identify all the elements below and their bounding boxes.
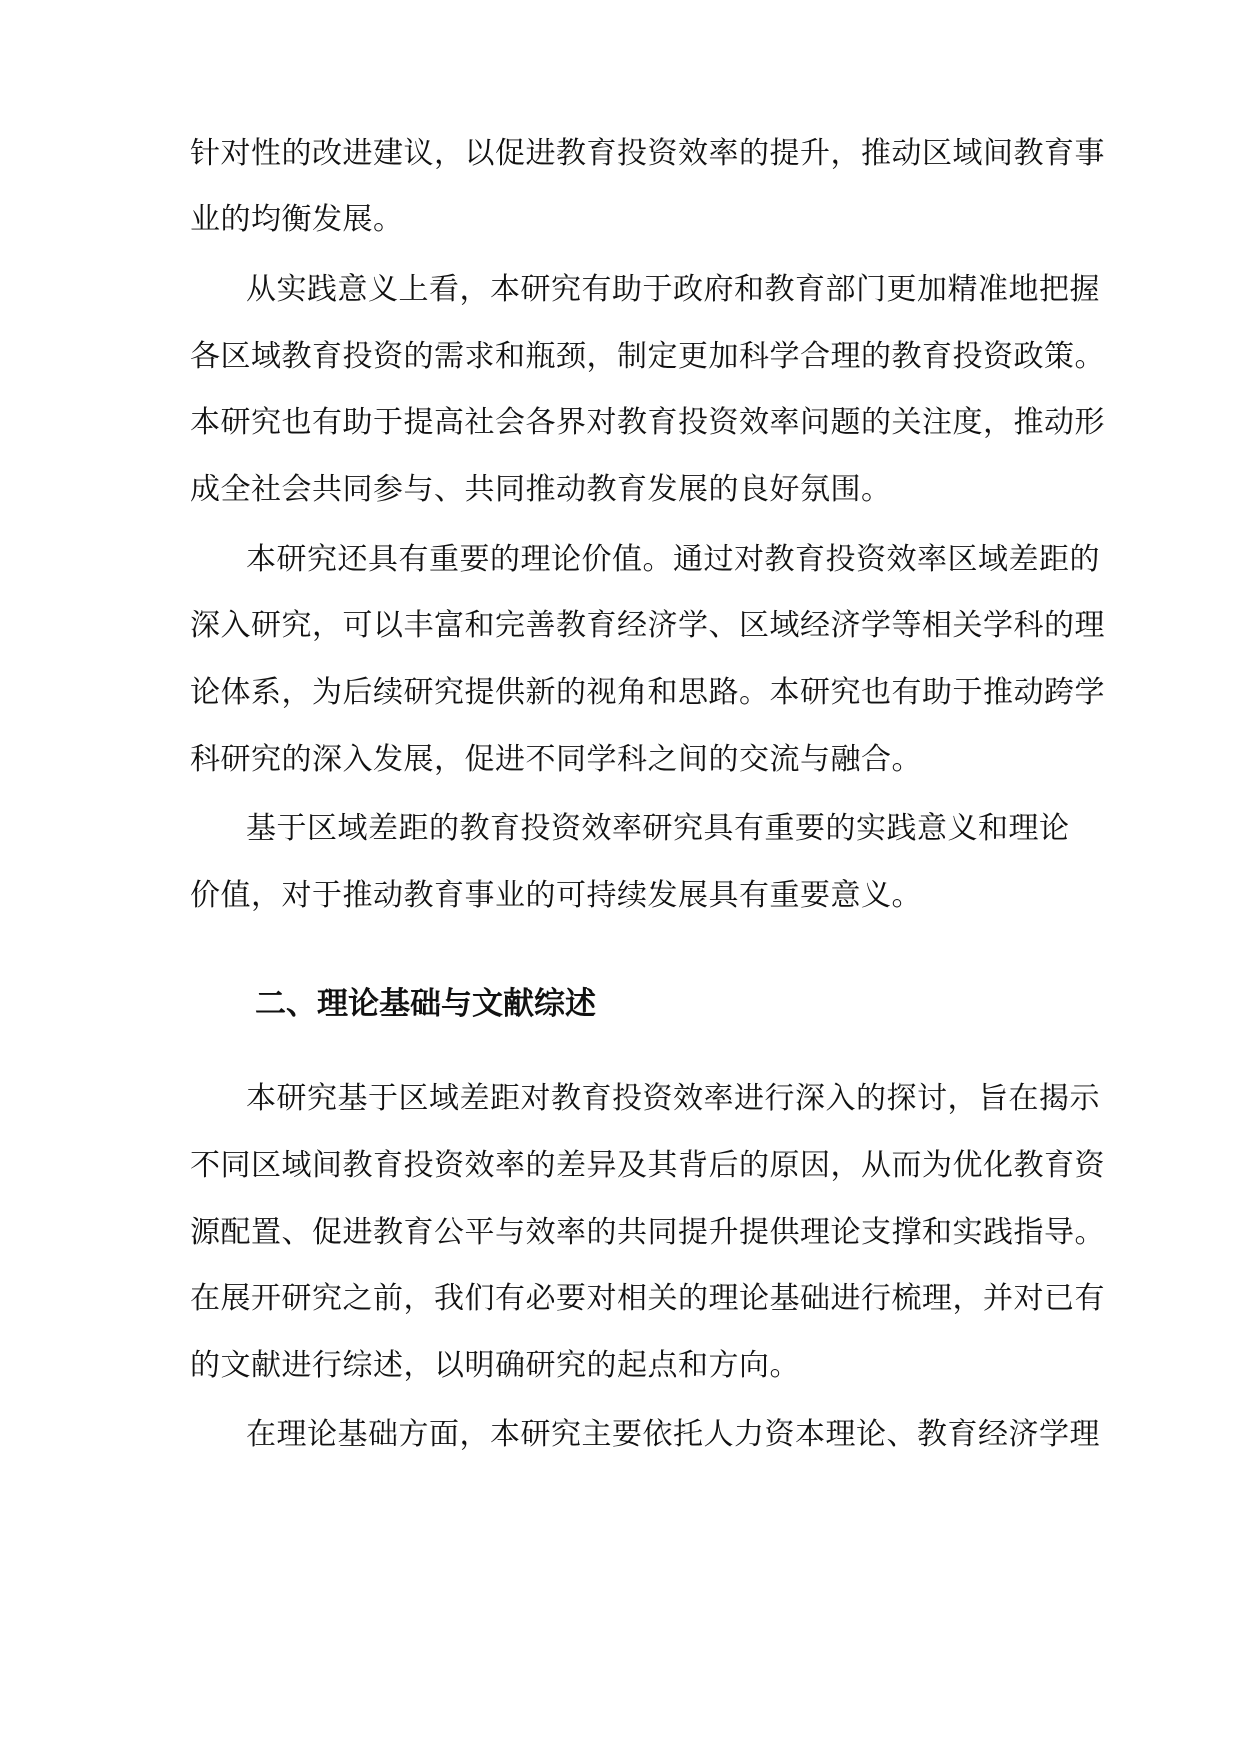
paragraph-2-line-1: 从实践意义上看，本研究有助于政府和教育部门更加精准地把握 bbox=[246, 272, 1100, 307]
paragraph-3-line-1: 本研究还具有重要的理论价值。通过对教育投资效率区域差距的 bbox=[246, 542, 1100, 577]
paragraph-1-line-1: 针对性的改进建议，以促进教育投资效率的提升，推动区域间教育事 bbox=[190, 136, 1105, 171]
paragraph-3-line-2: 深入研究，可以丰富和完善教育经济学、区域经济学等相关学科的理 bbox=[190, 608, 1105, 643]
paragraph-2-line-3: 本研究也有助于提高社会各界对教育投资效率问题的关注度，推动形 bbox=[190, 405, 1105, 440]
paragraph-1-line-2: 业的均衡发展。 bbox=[190, 202, 404, 237]
paragraph-4-line-2: 价值，对于推动教育事业的可持续发展具有重要意义。 bbox=[190, 878, 922, 913]
paragraph-5-line-3: 源配置、促进教育公平与效率的共同提升提供理论支撑和实践指导。 bbox=[190, 1215, 1105, 1250]
paragraph-5-line-4: 在展开研究之前，我们有必要对相关的理论基础进行梳理，并对已有 bbox=[190, 1281, 1105, 1316]
paragraph-4-line-1: 基于区域差距的教育投资效率研究具有重要的实践意义和理论 bbox=[246, 811, 1070, 846]
paragraph-5-line-2: 不同区域间教育投资效率的差异及其背后的原因，从而为优化教育资 bbox=[190, 1148, 1105, 1183]
paragraph-6-line-1: 在理论基础方面，本研究主要依托人力资本理论、教育经济学理 bbox=[246, 1417, 1100, 1452]
paragraph-5-line-5: 的文献进行综述，以明确研究的起点和方向。 bbox=[190, 1348, 800, 1383]
paragraph-3-line-3: 论体系，为后续研究提供新的视角和思路。本研究也有助于推动跨学 bbox=[190, 675, 1105, 710]
paragraph-2-line-2: 各区域教育投资的需求和瓶颈，制定更加科学合理的教育投资政策。 bbox=[190, 339, 1105, 374]
paragraph-2-line-4: 成全社会共同参与、共同推动教育发展的良好氛围。 bbox=[190, 472, 892, 507]
section-heading: 二、理论基础与文献综述 bbox=[255, 986, 596, 1022]
paragraph-5-line-1: 本研究基于区域差距对教育投资效率进行深入的探讨，旨在揭示 bbox=[246, 1081, 1100, 1116]
paragraph-3-line-4: 科研究的深入发展，促进不同学科之间的交流与融合。 bbox=[190, 742, 922, 777]
